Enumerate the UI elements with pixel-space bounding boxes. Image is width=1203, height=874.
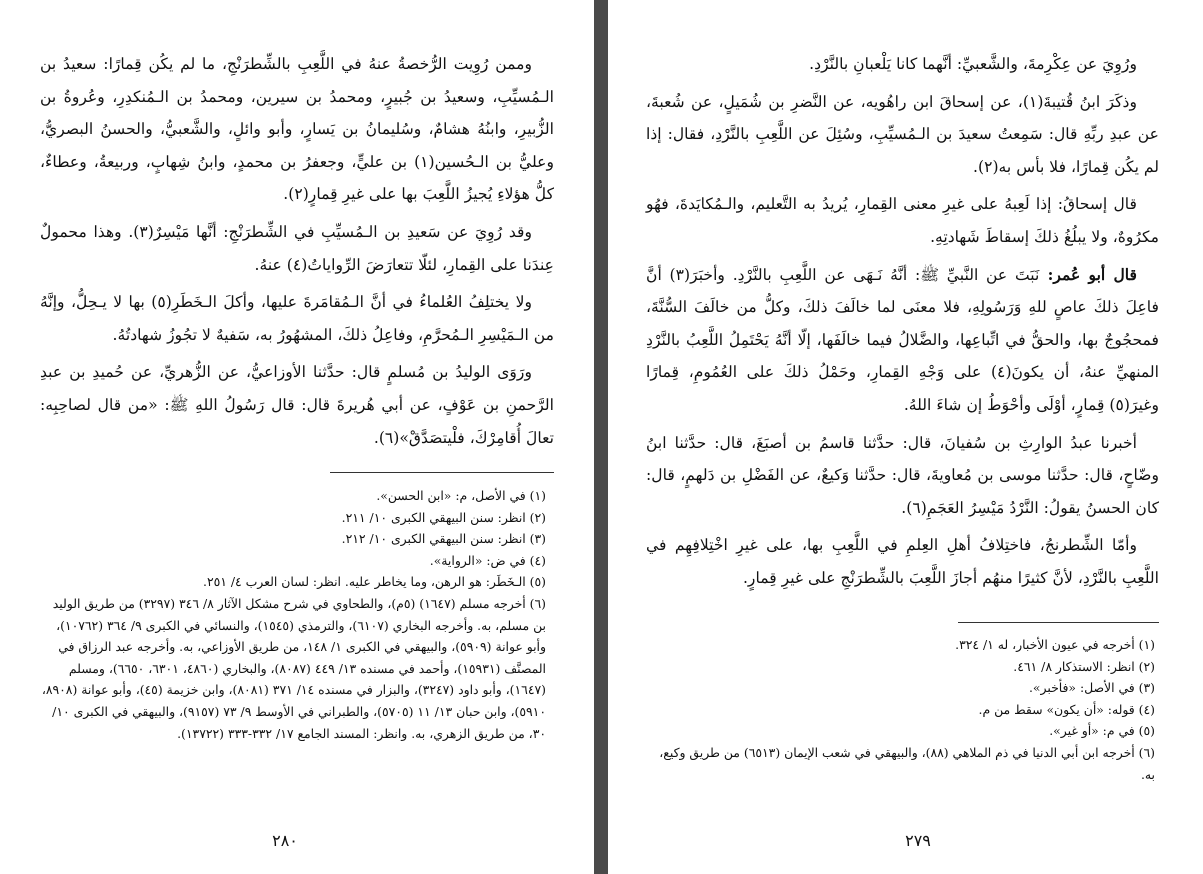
left-body-text xyxy=(40,48,554,459)
right-paragraph-6: وأمّا الشِّطرنجُ، فاختِلافُ أهلِ العِلمِ في اللَّعِبِ بها، على غيرِ اخْتِلافِهِم في اللَّعِبِ بالنَّرْدِ، لأنَّ كثيرًا منهُم أجازَ اللَّعِبَ بالشِّطرَنْجِ على غيرِ قِمارٍ. xyxy=(646,536,1159,587)
right-paragraph-4-text: نَبَتَ عن النَّبيِّ ﷺ: أنَّهُ نَـهَى عن اللَّعِبِ بالنَّرْدِ. وأخبَرَ(٣) أنَّ فاعِلَ ذلكَ عاصٍ للهِ وَرَسُولِهِ، فلا معنَى لما خالَفَ ذلكَ، وكلُّ من خالَفَ السُّنَّةَ، فمحجُوجٌ بها، والحقُّ في اتِّباعِها، والضَّلالُ فيما خالَفَها، إلّا أنَّهُ يَحْتَمِلُ اللَّعِبُ بالنَّرْدِ المنهيِّ عنهُ، أن يكونَ(٤) على وَجْهِ القِمارِ، وحَمْلُ ذلكَ على العُمُومِ، قِمارًا وغيرَ(٥) قِمارٍ، أوْلَى وأحْوَطُ إن شاءَ اللهُ. xyxy=(646,265,1160,414)
left-footnotes xyxy=(40,485,546,744)
right-paragraph-4 xyxy=(646,259,1159,422)
right-footnote-divider xyxy=(958,622,1159,623)
right-paragraph-3: قال إسحاقُ: إذا لَعِبهُ على غيرِ معنى القِمارِ، يُريدُ به التَّعليم، والـمُكايَدةَ، فهُو مكرُوهٌ، ولا يبلُغُ ذلكَ إسقاطَ شَهادتِهِ. xyxy=(646,195,1159,246)
footnote: (٣) انظر: سنن البيهقي الكبرى ١٠/ ٢١٢. xyxy=(341,531,546,547)
left-page xyxy=(0,0,594,874)
footnote: (٥) الـخَطَر: هو الرهن، وما يخاطر عليه. انظر: لسان العرب ٤/ ٢٥١. xyxy=(203,574,546,590)
left-paragraph-4: ورَوَى الوليدُ بن مُسلمٍ قال: حدَّثنا الأوزاعيُّ، عن الزُّهريِّ، عن حُميدِ بن عبدِ الرَّحمنِ بن عَوْفٍ، عن أبي هُريرةَ قال: قال رَسُولُ اللهِ ﷺ: «من قال لصاحِبِه: تعالَ أُقامِرْكَ، فلْيتصَدَّقْ»(٦). xyxy=(40,363,554,447)
footnote: (٤) قوله: «أن يكون» سقط من م. xyxy=(978,701,1155,717)
footnote: (٦) أخرجه ابن أبي الدنيا في ذم الملاهي (٨٨)، والبيهقي في شعب الإيمان (٦٥١٣) من طريق وكيع، به. xyxy=(659,744,1155,782)
lead-label: قال أبو عُمر: xyxy=(1039,264,1138,284)
left-paragraph-1: وممن رُوِيت الرُّخصةُ عنهُ في اللَّعِبِ بالشِّطرَنْجِ، ما لم يكُن قِمارًا: سعيدُ بن الـمُسيِّبِ، وسعيدُ بن جُبيرٍ، ومحمدُ بن سيرين، ومحمدُ بن الـمُنكدِرِ، وعُروةُ بن الزُّبيرِ، وابنُهُ هشامٌ، وسُليمانُ بن يَسارٍ، وأبو وائلٍ، والشَّعبيُّ، والحسنُ البصريُّ، وعليُّ بن الـحُسين(١) بن عليٍّ، وجعفرُ بن محمدٍ، وابنُ شِهابٍ، وربيعةُ، وعطاءٌ، كلُّ هؤلاءِ يُجيزُ اللَّعِبَ بها على غيرِ قِمارٍ(٢). xyxy=(40,55,554,204)
footnote: (٤) في ض: «الرواية». xyxy=(429,552,546,568)
book-gutter xyxy=(594,0,608,874)
left-paragraph-2: وقد رُوِيَ عن سَعيدِ بن الـمُسيِّبِ في الشِّطرَنْجِ: أنَّها مَيْسِرٌ(٣). وهذا محمولٌ عِندَنا على القِمارِ، لئلّا تتعارَضَ الرِّواياتُ(٤) عنهُ. xyxy=(40,222,554,274)
left-page-number: ٢٨٠ xyxy=(272,831,298,850)
right-page xyxy=(608,0,1203,874)
footnote: (٢) انظر: سنن البيهقي الكبرى ١٠/ ٢١١. xyxy=(341,509,546,525)
right-paragraph-5: أخبرنا عبدُ الوارِثِ بن سُفيانَ، قال: حدَّثنا قاسمُ بن أصبَغَ، قال: حدَّثنا ابنُ وضّاحٍ، قال: حدَّثنا موسى بن مُعاويةَ، قال: حدَّثنا وَكيعٌ، عن الفَضْلِ بن دَلهمٍ، قال: كان الحسنُ يقولُ: النَّرْدُ مَيْسِرُ العَجَمِ(٦). xyxy=(646,433,1159,517)
footnote: (٣) في الأصل: «فأخبر». xyxy=(1028,680,1155,696)
footnote: (٦) أخرجه مسلم (١٦٤٧) (٥م)، والطحاوي في شرح مشكل الآثار ٨/ ٣٤٦ (٣٢٩٧) من طريق الوليد بن مسلم، به. وأخرجه البخاري (٦١٠٧)، والترمذي (١٥٤٥)، والنسائي في الكبرى ٩/ ٣٦٤ (١٠٧٦٢)، وأبو عوانة (٥٩٠٩)، والبيهقي في الكبرى ١/ ١٤٨، من طريق الأوزاعي، به. وأخرجه عبد الرزاق في المصنَّف (١٥٩٣١)، وأحمد في مسنده ١٣/ ٤٤٩ (٨٠٨٧)، والبخاري (٤٨٦٠، ٦٣٠١، ٦٦٥٠)، ومسلم (١٦٤٧)، وأبو داود (٣٢٤٧)، والبزار في مسنده ١٤/ ٣٧١ (٨٠٨١)، وابن خزيمة (٤٥)، وأبو عوانة (٨٩٠٨، ٥٩١٠)، وابن حبان ١٣/ ١١ (٥٧٠٥)، والطبراني في الأوسط ٩/ ٧٣ (٩١٥٧)، والبيهقي في الكبرى ١٠/ ٣٠، من طريق الزهري، به. وانظر: المسند الجامع ١٧/ ٣٣٢-٣٣٣ (١٣٧٢٢). xyxy=(41,595,546,741)
footnote: (٢) انظر: الاستذكار ٨/ ٤٦١. xyxy=(1013,658,1155,674)
right-body-text xyxy=(646,48,1159,600)
right-paragraph-2: وذكَرَ ابنُ قُتيبةَ(١)، عن إسحاقَ ابن راهُويه، عن النَّضرِ بن شُمَيلٍ، عن شُعبةَ، عن عبدِ ربِّهِ قال: سَمِعتُ سعيدَ بن الـمُسيِّبِ، وسُئِلَ عن اللَّعِبِ بالنَّرْدِ، فقال: إذا لم يكُن قِمارًا، فلا بأس به(٢). xyxy=(646,92,1159,176)
left-paragraph-3: ولا يختلِفُ العُلماءُ في أنَّ الـمُقامَرةَ عليها، وأكلَ الـخَطَرِ(٥) بها لا يـحِلُّ، وإنَّهُ من الـمَيْسِرِ الـمُحرَّمِ، وفاعِلُ ذلكَ، المشهُورُ به، سَفيهٌ لا تجُوزُ شهادتُهُ. xyxy=(40,293,554,344)
footnote: (١) في الأصل، م: «ابن الحسن». xyxy=(376,488,546,503)
left-footnote-divider xyxy=(330,472,554,473)
right-page-number: ٢٧٩ xyxy=(905,831,931,850)
footnote: (١) أخرجه في عيون الأخبار، له ١/ ٣٢٤. xyxy=(955,637,1155,652)
right-paragraph-1: ورُوِيَ عن عِكْرِمةَ، والشَّعبيِّ: أنَّهما كانا يَلْعبانِ بالنَّرْدِ. xyxy=(809,55,1137,73)
footnote: (٥) في م: «أو غير». xyxy=(1049,723,1155,739)
right-footnotes xyxy=(646,634,1155,785)
